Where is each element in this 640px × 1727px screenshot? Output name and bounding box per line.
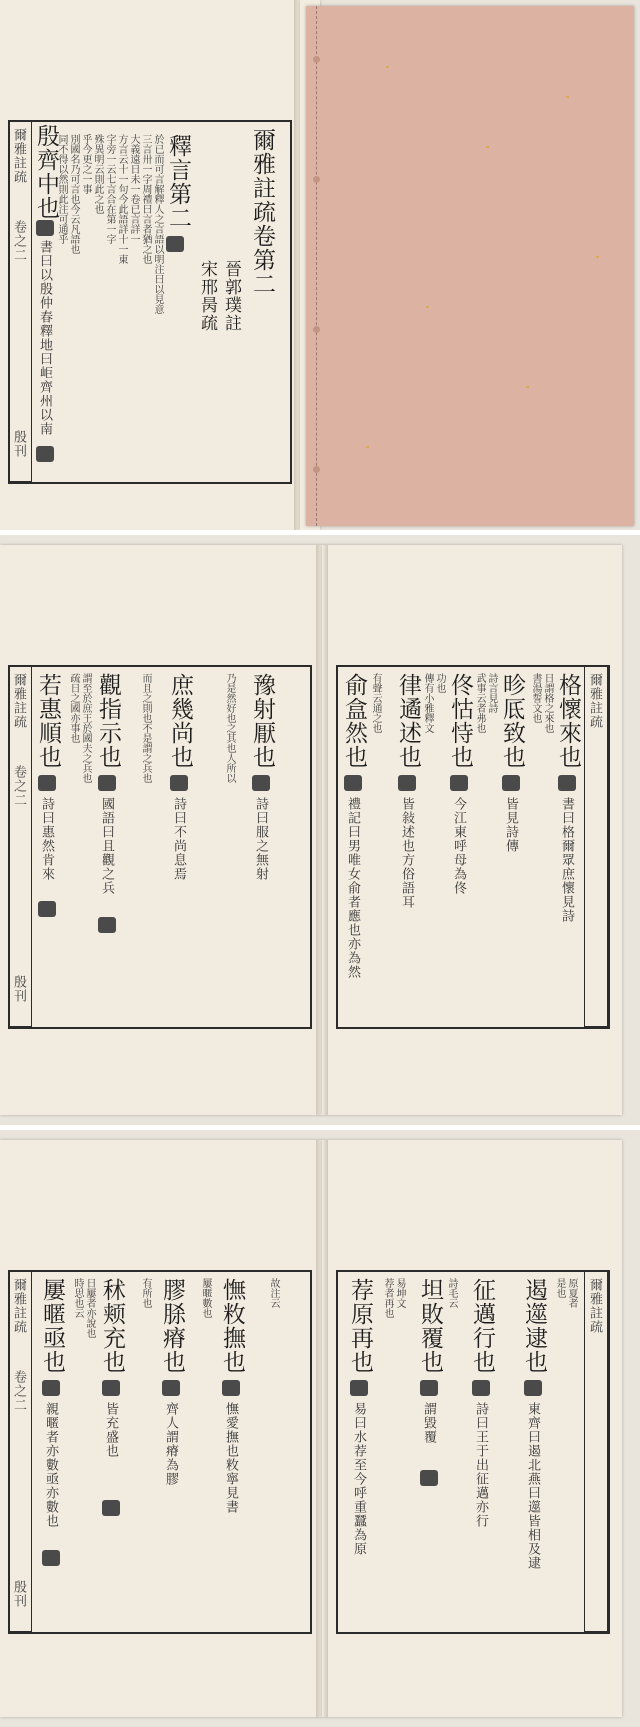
- commentary-line: 是也: [554, 1278, 565, 1298]
- commentary-line: 別國名乃可言也今云凡語也: [68, 134, 79, 254]
- commentary-line: 同不得以然則此注可通乎: [56, 134, 67, 244]
- zhu-mark: [344, 775, 362, 791]
- zhu-mark: [36, 220, 54, 236]
- entry-heading: 格懷來也: [555, 673, 581, 769]
- commentary-line: 有聲云通之也: [370, 673, 381, 733]
- folio-leaf: 殷刊: [11, 1580, 26, 1608]
- entry-heading: 坦敗覆也: [417, 1278, 443, 1374]
- gold-fleck: [526, 386, 529, 388]
- book-title-column: 爾雅註疏卷第二: [249, 128, 275, 296]
- entry-annotation: 皆見詩傳: [503, 797, 518, 853]
- commentary-line: 大義遠日未一卷已言詳一: [128, 134, 139, 244]
- binding-hole: [313, 326, 320, 333]
- zhu-mark: [524, 1380, 542, 1396]
- commentary-line: 有所也: [140, 1278, 151, 1308]
- folio-label: 爾雅註疏: [11, 128, 26, 184]
- entry-heading: 遏遾逮也: [521, 1278, 547, 1374]
- zhu-mark: [222, 1380, 240, 1396]
- commentary-line: 原夏者: [566, 1278, 577, 1308]
- author-jin: 晉郭璞註: [221, 260, 241, 332]
- entry-heading: 秫颊充也: [99, 1278, 125, 1374]
- entry-annotation: 齊人謂瘠為膠: [163, 1402, 178, 1486]
- commentary-line: 詩毛云: [446, 1278, 457, 1308]
- zhu-mark: [170, 775, 188, 791]
- entry-annotation: 書曰格爾眾庶懷見詩: [559, 797, 574, 923]
- binding-hole: [313, 466, 320, 473]
- zhu-mark: [420, 1380, 438, 1396]
- entry-annotation: 易曰水荐至今呼重蠶為原: [351, 1402, 366, 1556]
- entry-annotation: 詩曰惠然肯來: [39, 797, 54, 881]
- zhu-mark: [472, 1380, 490, 1396]
- folio-leaf: 殷刊: [11, 975, 26, 1003]
- commentary-line: 乎今更之一事: [80, 134, 91, 194]
- folio-volume: 卷之二: [11, 220, 26, 262]
- left-page: [0, 0, 300, 530]
- commentary-line: 日屢者亦說也: [84, 1278, 95, 1338]
- entry-annotation: 詩曰王于出征邁亦行: [473, 1402, 488, 1528]
- folio-leaf: 殷刊: [11, 430, 26, 458]
- folio-label: 爾雅註疏: [587, 1278, 602, 1334]
- commentary-line: 荐者再也: [382, 1278, 393, 1318]
- shu-mark: [38, 901, 56, 917]
- commentary-line: 而且之則也不是謂之兵也: [140, 673, 151, 783]
- entry-heading: 屢暱亟也: [39, 1278, 65, 1374]
- zhu-mark: [98, 775, 116, 791]
- shu-mark: [42, 1550, 60, 1566]
- commentary-line: 三言卅一字周禮曰言者猶之也: [140, 134, 151, 264]
- zhu-mark: [42, 1380, 60, 1396]
- commentary-line: 傳有小雅釋文: [422, 673, 433, 733]
- photo-panel-2: [0, 535, 640, 1125]
- commentary-line: 方言云十一句今此語詳十一東: [116, 134, 127, 264]
- commentary-line: 日謂格之來也: [542, 673, 553, 733]
- entry-heading: 觀指示也: [95, 673, 121, 769]
- zhu-mark: [558, 775, 576, 791]
- book-cover: [306, 6, 634, 526]
- commentary-line: 字旁一云七言合在第一字: [104, 134, 115, 244]
- entry-heading: 豫射厭也: [249, 673, 275, 769]
- commentary-line: 詩言見詩: [486, 673, 497, 713]
- shu-mark: [36, 446, 54, 462]
- gold-fleck: [596, 256, 599, 258]
- entry-heading: 殷齊中也: [33, 124, 59, 220]
- binding-hole: [313, 176, 320, 183]
- entry-annotation: 今江東呼母為佟: [451, 797, 466, 895]
- commentary-line: 書湯誓文也: [530, 673, 541, 723]
- entry-heading: 俞盒然也: [341, 673, 367, 769]
- commentary-line: 殊異明云則此之也: [92, 134, 103, 214]
- gold-fleck: [426, 306, 429, 308]
- commentary-line: 武事云者弗也: [474, 673, 485, 733]
- entry-annotation: 東齊曰遏北燕曰遾皆相及逮: [525, 1402, 540, 1570]
- entry-annotation: 謂毀覆: [421, 1402, 436, 1444]
- entry-heading: 庶幾尚也: [167, 673, 193, 769]
- folio-volume: 卷之二: [11, 765, 26, 807]
- entry-heading: 膠脎瘠也: [159, 1278, 185, 1374]
- zhu-mark: [252, 775, 270, 791]
- entry-annotation: 親暱者亦數亟亦數也: [43, 1402, 58, 1528]
- entry-annotation: 皆充盛也: [103, 1402, 118, 1458]
- zhu-mark: [162, 1380, 180, 1396]
- folio-label: 爾雅註疏: [587, 673, 602, 729]
- photo-panel-1: [0, 0, 640, 530]
- commentary-line: 疏日之國亦事也: [68, 673, 79, 743]
- page-gutter: [322, 1140, 328, 1717]
- entry-heading: 昣厎致也: [499, 673, 525, 769]
- zhu-mark: [350, 1380, 368, 1396]
- entry-annotation: 詩曰服之無射: [253, 797, 268, 881]
- gold-fleck: [386, 66, 389, 68]
- commentary-line: 易坤文: [394, 1278, 405, 1308]
- commentary-line: 時思也云: [72, 1278, 83, 1318]
- entry-annotation: 憮愛撫也敉寧見書: [223, 1402, 238, 1514]
- zhu-mark: [102, 1380, 120, 1396]
- commentary-line: 乃是然好也之其也人所以: [224, 673, 235, 783]
- entry-heading: 憮敉撫也: [219, 1278, 245, 1374]
- shu-mark: [420, 1470, 438, 1486]
- chapter-title: 釋言第二: [165, 134, 191, 230]
- entry-heading: 若惠順也: [35, 673, 61, 769]
- left-page: [0, 1140, 322, 1717]
- page-gutter: [322, 545, 328, 1115]
- folio-label: 爾雅註疏: [11, 1278, 26, 1334]
- author-song: 宋邢昺疏: [197, 260, 217, 332]
- right-page: [322, 545, 622, 1115]
- commentary-line: 功也: [434, 673, 445, 693]
- zhu-mark: [502, 775, 520, 791]
- shu-mark: [98, 917, 116, 933]
- entry-annotation: 書曰以殷仲春釋地曰岠齊州以南: [37, 240, 52, 436]
- gold-fleck: [486, 146, 489, 148]
- folio-label: 爾雅註疏: [11, 673, 26, 729]
- entry-heading: 佟怙恃也: [447, 673, 473, 769]
- left-page: [0, 545, 322, 1115]
- zhu-mark: [398, 775, 416, 791]
- entry-annotation: 國語曰且觀之兵: [99, 797, 114, 895]
- entry-annotation: 皆敍述也方俗語耳: [399, 797, 414, 909]
- entry-annotation: 詩曰不尚息焉: [171, 797, 186, 881]
- binding-hole: [313, 56, 320, 63]
- commentary-line: 謂至於庶王於國夫之兵也: [80, 673, 91, 783]
- zhu-mark: [38, 775, 56, 791]
- entry-heading: 荐原再也: [347, 1278, 373, 1374]
- shu-mark: [102, 1500, 120, 1516]
- folio-volume: 卷之二: [11, 1370, 26, 1412]
- entry-heading: 征邁行也: [469, 1278, 495, 1374]
- right-page: [322, 1140, 622, 1717]
- commentary-line: 故注云: [268, 1278, 279, 1308]
- commentary-line: 屢暱數也: [200, 1278, 211, 1318]
- photo-panel-3: [0, 1130, 640, 1727]
- binding-stitch: [316, 6, 320, 526]
- gold-fleck: [366, 446, 369, 448]
- shu-mark: [166, 236, 184, 252]
- gold-fleck: [566, 96, 569, 98]
- entry-heading: 律遹述也: [395, 673, 421, 769]
- commentary-line: 於已而可言解釋人之言語以明注曰以見意: [152, 134, 163, 314]
- entry-annotation: 禮記曰男唯女俞者應也亦為然: [345, 797, 360, 979]
- zhu-mark: [450, 775, 468, 791]
